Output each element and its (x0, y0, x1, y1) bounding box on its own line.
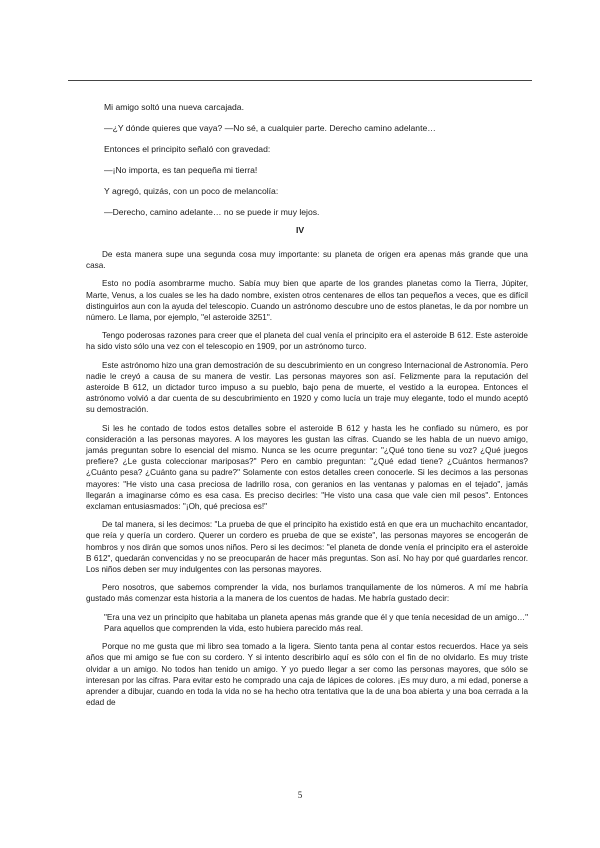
paragraph: Tengo poderosas razones para creer que el planeta del cual venía el principito era el asteroide B 612. Este asteroide ha sido visto sólo una vez con el telescopio en 1909, por un astrónomo turco. (86, 331, 528, 352)
dialog-line: —¡No importa, es tan pequeña mi tierra! (104, 165, 258, 175)
paragraph: Porque no me gusta que mi libro sea tomado a la ligera. Siento tanta pena al contar estos recuerdos. Hace ya seis años que mi amigo se fue con su cordero. Y si intento describirlo aquí es sólo con el fin de no olvidarlo. Es muy triste olvidar a un amigo. No todos han tenido un amigo. Y yo puedo llegar a ser como las personas mayores, que sólo se interesan por las cifras. Para evitar esto he comprado una caja de lápices de colores. ¡Es muy duro, a mi edad, ponerse a aprender a dibujar, cuando en toda la vida no se ha hecho otra tentativa que la de una boa abierta y una boa cerrada a la edad de (86, 642, 528, 708)
paragraph: Este astrónomo hizo una gran demostración de su descubrimiento en un congreso Internacional de Astronomía. Pero nadie le creyó a causa de su manera de vestir. Las personas mayores son así. Felizmente para la reputación del asteroide B 612, un dictador turco impuso a su pueblo, bajo pena de muerte, el vestido a la europea. Entonces el astrónomo volvió a dar cuenta de su descubrimiento en 1920 y como lucía un traje muy elegante, todo el mundo aceptó su demostración. (86, 360, 528, 415)
dialog-line: —Derecho, camino adelante… no se puede ir muy lejos. (104, 207, 320, 217)
dialog-block (104, 101, 534, 227)
header-rule (68, 80, 532, 81)
paragraph: Si les he contado de todos estos detalles sobre el asteroide B 612 y hasta les he confiado su número, es por consideración a las personas mayores. A los mayores les gustan las cifras. Cuando se les habla de un nuevo amigo, jamás preguntan sobre lo esencial del mismo. Nunca se les ocurre preguntar: "¿Qué tono tiene su voz? ¿Qué juegos prefiere? ¿Le gusta coleccionar mariposas?" Pero en cambio preguntan: "¿Qué edad tiene? ¿Cuántos hermanos? ¿Cuánto pesa? ¿Cuánto gana su padre?" Solamente con estos detalles creen conocerle. Si les decimos a las personas mayores: "He visto una casa preciosa de ladrillo rosa, con geranios en las ventanas y palomas en el tejado", jamás llegarán a imaginarse cómo es esa casa. Es preciso decirles: "He visto una casa que vale cien mil pesos". Entonces exclaman entusiasmados: "¡Oh, qué preciosa es!" (86, 423, 528, 512)
paragraph: Esto no podía asombrarme mucho. Sabía muy bien que aparte de los grandes planetas como la Tierra, Júpiter, Marte, Venus, a los cuales se les ha dado nombre, existen otros centenares de ellos tan pequeños a veces, que es difícil distinguirlos aun con la ayuda del telescopio. Cuando un astrónomo descubre uno de estos planetas, le da por nombre un número. Le llama, por ejemplo, "el asteroide 3251". (86, 279, 528, 323)
dialog-line: Mi amigo soltó una nueva carcajada. (104, 102, 244, 112)
dialog-line: Y agregó, quizás, con un poco de melancolía: (104, 186, 279, 196)
paragraph: De tal manera, si les decimos: "La prueba de que el principito ha existido está en que era un muchachito encantador, que reía y quería un cordero. Querer un cordero es prueba de que se existe", las personas mayores se encogerán de hombros y nos dirán que somos unos niños. Pero si les decimos: "el planeta de donde venía el principito era el asteroide B 612", quedarán convencidas y no se preocuparán de hacer más preguntas. Son así. No hay por qué guardarles rencor. Los niños deben ser muy indulgentes con las personas mayores. (86, 520, 528, 575)
paragraph: De esta manera supe una segunda cosa muy importante: su planeta de origen era apenas más grande que una casa. (86, 250, 528, 271)
page-number: 5 (297, 790, 303, 800)
quoted-paragraph: "Era una vez un principito que habitaba un planeta apenas más grande que él y que tenía necesidad de un amigo…" Para aquellos que comprenden la vida, esto hubiera parecido más real. (104, 612, 528, 633)
dialog-line: Entonces el principito señaló con gravedad: (104, 144, 271, 154)
chapter-body (86, 249, 528, 715)
paragraph: Pero nosotros, que sabemos comprender la vida, nos burlamos tranquilamente de los números. A mí me habría gustado más comenzar esta historia a la manera de los cuentos de hadas. Me habría gustado decir: (86, 583, 528, 604)
dialog-line: —¿Y dónde quieres que vaya? —No sé, a cualquier parte. Derecho camino adelante… (104, 123, 436, 133)
chapter-title: IV (295, 225, 305, 235)
